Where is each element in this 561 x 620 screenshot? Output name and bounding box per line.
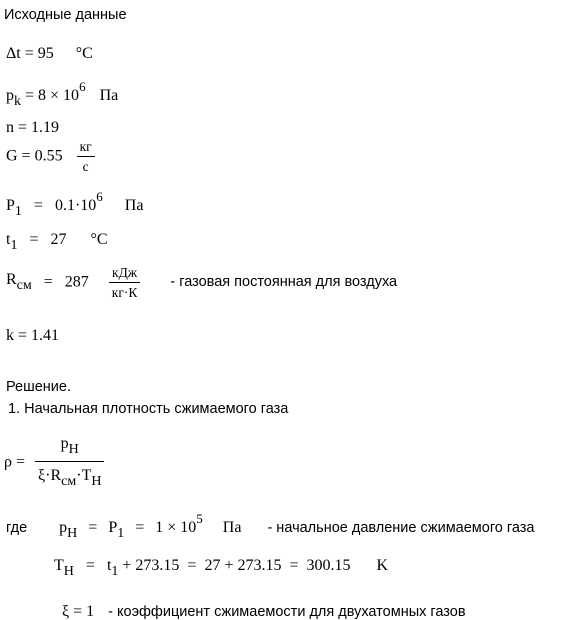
pk-value: 8 × 10 bbox=[38, 87, 80, 104]
n-line: n = 1.19 bbox=[6, 119, 60, 136]
p1-line: $P_1 = 0.1\cdot 10^6$ Па bbox=[6, 189, 144, 219]
xi-line bbox=[62, 604, 466, 620]
g-unit-fraction: $\frac{кг}{с}$ bbox=[77, 140, 95, 173]
delta-t-unit: °C bbox=[75, 45, 93, 62]
rho-fraction: $\frac{p_H}{\xi\cdot R_{см}\cdot T_H}$ bbox=[35, 436, 104, 489]
pk-unit: Па bbox=[99, 87, 119, 104]
rho-formula: ρ = $\frac{p_H}{\xi\cdot R_{см}\cdot T_H}$ bbox=[4, 436, 108, 489]
rcm-unit-fraction: $\frac{\text{кДж}}{кг\cdot К}$ bbox=[109, 266, 141, 299]
p1-unit: Па bbox=[124, 197, 144, 214]
step-1-title: 1. Начальная плотность сжимаемого газа bbox=[8, 401, 289, 417]
p1-value: 0.1·10 bbox=[54, 197, 97, 214]
rcm-line: $R_{см} = 287$ $\frac{\text{кДж}}{кг\cdot К}$ - газовая постоянная для воздуха bbox=[6, 265, 398, 300]
xi-value: ξ = 1 bbox=[62, 603, 95, 620]
ph-value: 1 × 10 bbox=[155, 519, 197, 536]
heading: Исходные данные bbox=[4, 7, 127, 23]
where-label: где bbox=[6, 520, 28, 536]
t1-line: $t_1 = 27$ °C bbox=[6, 231, 108, 253]
delta-t-symbol: Δt bbox=[6, 45, 21, 62]
delta-t-line: Δt = 95 °C bbox=[6, 45, 93, 62]
k-line: k = 1.41 bbox=[6, 327, 60, 344]
where-ph-line: где $p_H = P_1 = 1 \times 10^5$ Па - начальное давление сжимаемого газа bbox=[6, 511, 535, 541]
rcm-value: 287 bbox=[64, 273, 89, 291]
t1-value: 27 bbox=[50, 231, 67, 248]
th-line: $T_H = t_1 + 273.15 = 27 + 273.15 = 300.15$ K bbox=[54, 557, 389, 579]
solution-heading: Решение. bbox=[6, 379, 71, 395]
rcm-note: - газовая постоянная для воздуха bbox=[170, 274, 398, 291]
t1-unit: °C bbox=[90, 231, 108, 248]
ph-note: - начальное давление сжимаемого газа bbox=[267, 520, 535, 536]
delta-t-value: 95 bbox=[37, 45, 54, 62]
g-line: G = 0.55 $\frac{кг}{с}$ bbox=[6, 140, 99, 173]
th-expression: + 273.15 = 27 + 273.15 = 300.15 bbox=[122, 557, 351, 574]
xi-note: - коэффициент сжимаемости для двухатомных газов bbox=[108, 604, 466, 620]
pk-line: $p_k = 8 \times 10^6$ Па bbox=[6, 79, 119, 109]
th-unit: K bbox=[376, 557, 389, 574]
ph-unit: Па bbox=[222, 519, 242, 536]
